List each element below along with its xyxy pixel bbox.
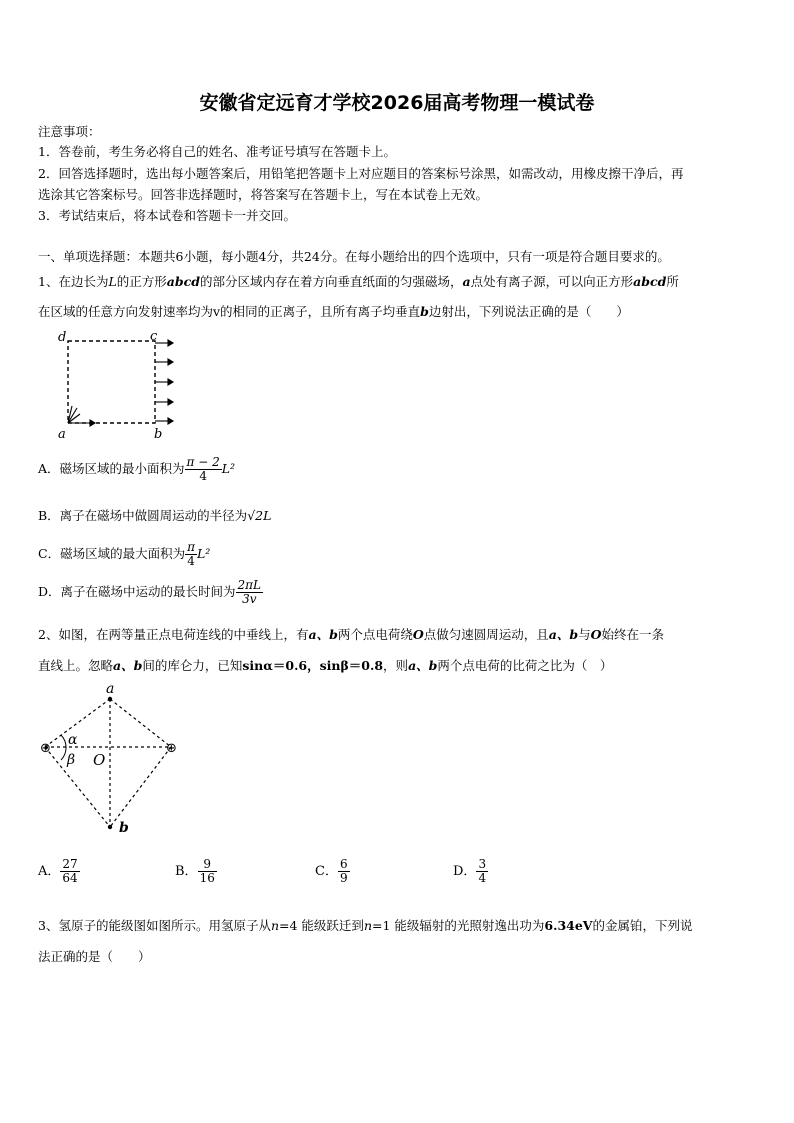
q3-stem-line2: 法正确的是（ ） xyxy=(38,949,151,964)
page-title: 安徽省定远育才学校2026届高考物理一模试卷 xyxy=(199,92,595,114)
q1-label-d: d xyxy=(58,330,67,345)
notice-item-2-cont: 选涂其它答案标号。回答非选择题时，将答案写在答题卡上，写在本试卷上无效。 xyxy=(38,187,489,202)
q1-stem-line2: 在区域的任意方向发射速率均为v的相同的正离子，且所有离子均垂直b边射出，下列说法正确的是（ ） xyxy=(38,304,629,319)
q2-stem-line1: 2、如图，在两等量正点电荷连线的中垂线上，有a、b两个点电荷绕O点做匀速圆周运动，且a、b与O始终在一条 xyxy=(38,627,664,642)
notice-item-3: 3．考试结束后，将本试卷和答题卡一并交回。 xyxy=(38,208,296,223)
q3-stem-line1: 3、氢原子的能级图如图所示。用氢原子从n=4 能级跃迁到n=1 能级辐射的光照射逸出功为6.34eV的金属铂，下列说 xyxy=(38,918,693,933)
q2-option-c[interactable]: C． $\frac{6}{9}$ xyxy=(315,857,348,886)
q2-label-o: O xyxy=(93,751,106,769)
q2-charge-figure xyxy=(36,680,186,840)
q1-label-a: a xyxy=(58,427,66,442)
q1-option-c[interactable]: C．磁场区域的最大面积为 $\frac{\pi}{4}$ L² xyxy=(38,540,211,569)
q1-option-a[interactable]: A．磁场区域的最小面积为 $\frac{\pi - 2}{4}$ L² xyxy=(38,455,236,484)
q1-square-figure xyxy=(50,326,180,442)
q2-option-b[interactable]: B． $\frac{9}{16}$ xyxy=(175,857,215,886)
q1-stem-line1: 1、在边长为L的正方形abcd的部分区域内存在着方向垂直纸面的匀强磁场，a点处有离子源，可以向正方形abcd所 xyxy=(38,274,679,289)
q1-option-d[interactable]: D．离子在磁场中运动的最长时间为 $\frac{2\pi L}{3v}$ xyxy=(38,578,262,607)
notice-item-2: 2．回答选择题时，选出每小题答案后，用铅笔把答题卡上对应题目的答案标号涂黑，如需改动，用橡皮擦干净后，再 xyxy=(38,166,684,181)
q2-stem-line2: 直线上。忽略a、b间的库仑力，已知sinα＝0.6，sinβ＝0.8，则a、b两个点电荷的比荷之比为（ ） xyxy=(38,658,613,673)
notice-heading: 注意事项： xyxy=(38,124,101,139)
q1-option-b[interactable]: B．离子在磁场中做圆周运动的半径为√2L xyxy=(38,508,272,523)
q2-label-b: b xyxy=(119,820,129,836)
notice-item-1: 1．答卷前，考生务必将自己的姓名、准考证号填写在答题卡上。 xyxy=(38,144,396,159)
q1-label-b: b xyxy=(154,427,163,442)
left-positive-charge-icon: ⊕ xyxy=(40,741,51,756)
q2-option-d[interactable]: D． $\frac{3}{4}$ xyxy=(453,857,487,886)
section-heading: 一、单项选择题：本题共6小题，每小题4分，共24分。在每小题给出的四个选项中，只有一项是符合题目要求的。 xyxy=(38,249,670,264)
q1-label-c: c xyxy=(150,329,158,344)
q2-label-beta: β xyxy=(67,752,76,768)
right-positive-charge-icon: ⊕ xyxy=(166,741,177,756)
q2-label-a: a xyxy=(106,681,115,697)
q2-label-alpha: α xyxy=(68,732,78,748)
q2-option-a[interactable]: A． $\frac{27}{64}$ xyxy=(38,857,78,886)
